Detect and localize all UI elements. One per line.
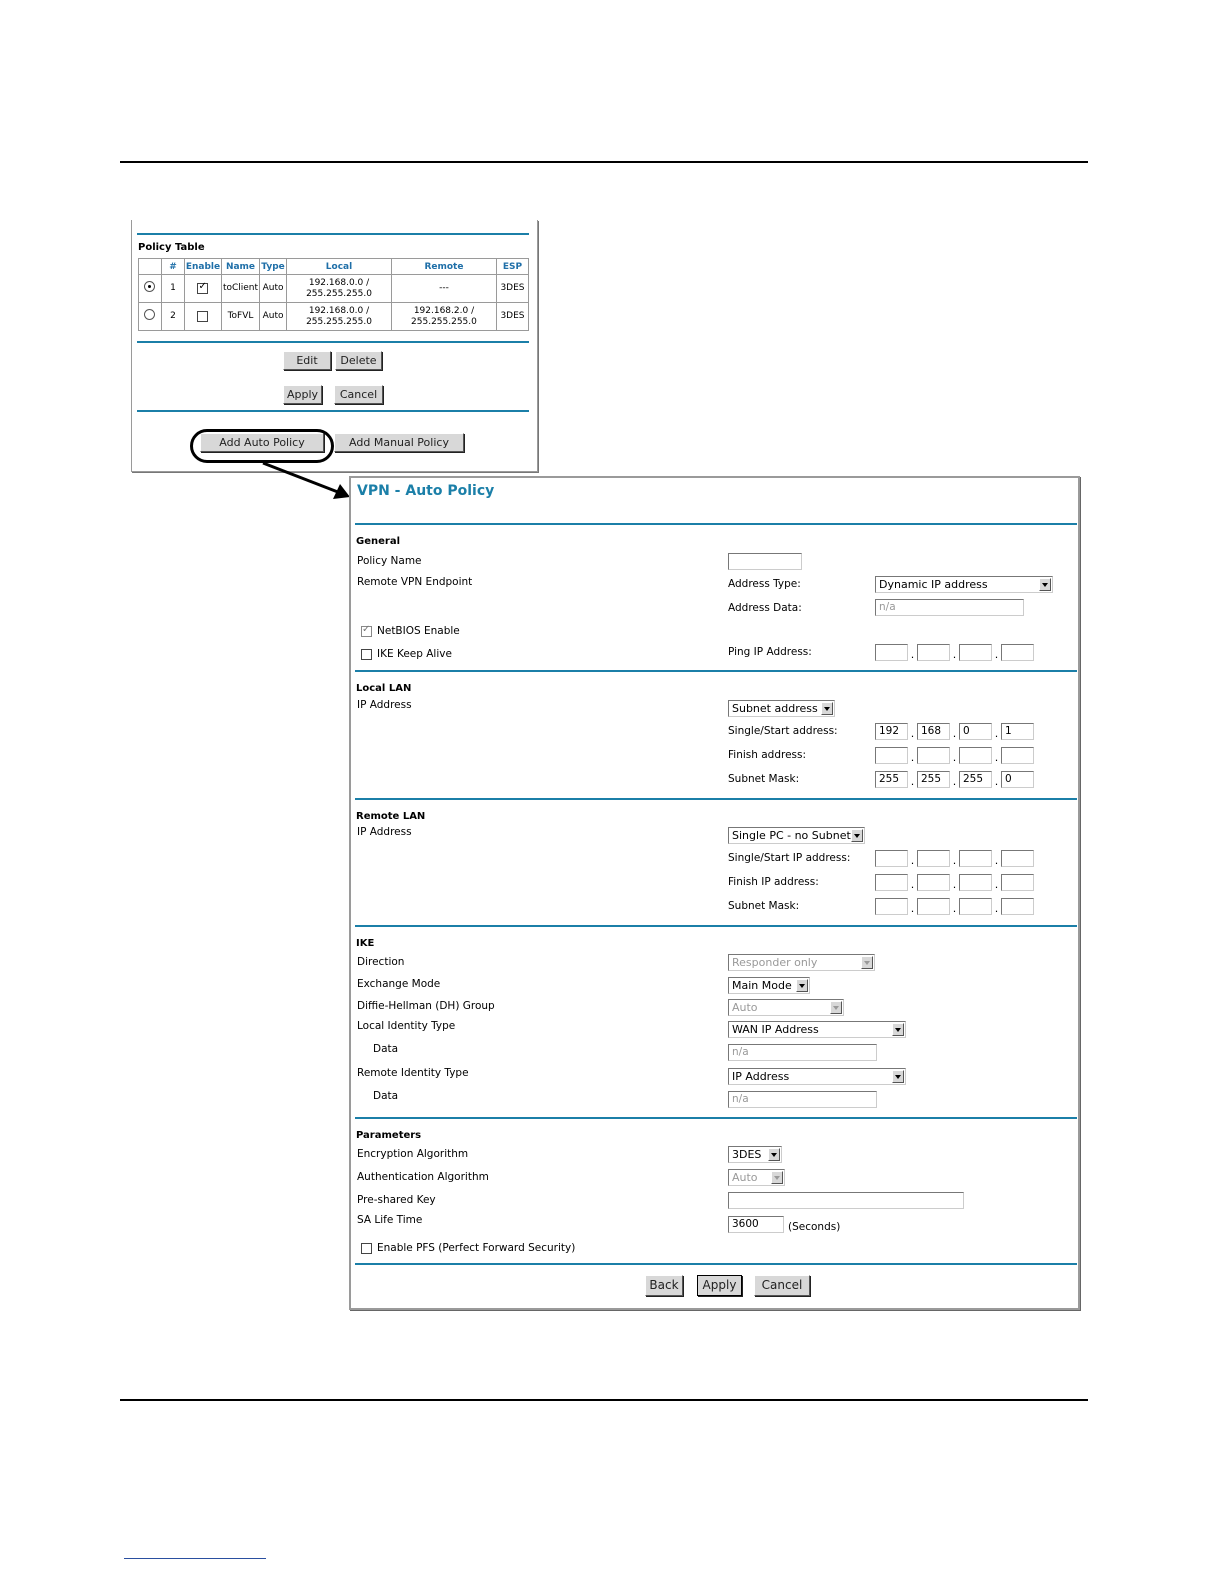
row-local-mask: 255.255.255.0	[306, 288, 372, 299]
exchange-mode-value: Main Mode	[732, 979, 792, 992]
ip-dot: .	[952, 854, 957, 867]
ip-dot: .	[994, 854, 999, 867]
ip-dot: .	[952, 775, 957, 788]
row-name: ToFVL	[221, 303, 259, 331]
encryption-value: 3DES	[732, 1148, 762, 1161]
ip-octet-1[interactable]	[875, 874, 908, 891]
netbios-label: NetBIOS Enable	[377, 625, 460, 637]
remote-start-ip-field	[875, 850, 1034, 867]
dh-group-select[interactable]	[728, 999, 844, 1016]
row-num: 1	[161, 275, 184, 303]
section-parameters: Parameters	[356, 1130, 422, 1141]
ip-octet-4[interactable]	[1001, 747, 1034, 764]
ip-octet-4[interactable]: 0	[1001, 771, 1034, 788]
row-local-mask: 255.255.255.0	[306, 316, 372, 327]
ip-dot: .	[994, 751, 999, 764]
divider	[355, 1263, 1077, 1265]
chevron-down-icon[interactable]	[892, 1070, 904, 1083]
exchange-mode-select[interactable]	[728, 977, 810, 994]
apply-button[interactable]: Apply	[283, 385, 322, 404]
local-address-type-value: Subnet address	[732, 702, 818, 715]
ip-octet-2[interactable]	[917, 874, 950, 891]
ip-octet-1[interactable]	[875, 898, 908, 915]
remote-address-type-select[interactable]	[728, 827, 865, 844]
row-type: Auto	[260, 303, 287, 331]
divider	[355, 1117, 1077, 1119]
psk-label: Pre-shared Key	[357, 1194, 436, 1206]
ip-dot: .	[952, 751, 957, 764]
ip-octet-3[interactable]: 0	[959, 723, 992, 740]
chevron-down-icon[interactable]	[892, 1023, 904, 1036]
local-data-label: Data	[373, 1043, 399, 1055]
local-finish-label: Finish address:	[728, 749, 807, 761]
local-ip-address-label: IP Address	[357, 699, 412, 711]
divider	[355, 670, 1077, 672]
ping-ip-field	[875, 644, 1034, 661]
row-local-ip: 192.168.0.0 /	[308, 277, 370, 288]
policy-name-label: Policy Name	[357, 555, 422, 567]
ip-octet-4[interactable]	[1001, 874, 1034, 891]
ip-dot: .	[994, 648, 999, 661]
ip-octet-3[interactable]	[959, 850, 992, 867]
ip-octet-2[interactable]: 168	[917, 723, 950, 740]
row-remote-ip: ---	[439, 283, 449, 293]
cancel-button[interactable]: Cancel	[334, 385, 383, 404]
footer-link-underline	[124, 1558, 266, 1559]
ip-dot: .	[910, 775, 915, 788]
delete-button[interactable]: Delete	[335, 351, 382, 370]
col-num: #	[161, 259, 184, 275]
address-data-input[interactable]: n/a	[875, 599, 1024, 616]
ip-octet-1[interactable]	[875, 747, 908, 764]
ip-octet-1[interactable]	[875, 644, 908, 661]
chevron-down-icon[interactable]	[830, 1001, 842, 1014]
cancel-button[interactable]: Cancel	[754, 1275, 810, 1296]
chevron-down-icon[interactable]	[821, 702, 833, 715]
section-general: General	[356, 536, 400, 547]
chevron-down-icon[interactable]	[796, 979, 808, 992]
local-start-label: Single/Start address:	[728, 725, 838, 737]
sa-lifetime-unit: (Seconds)	[788, 1221, 841, 1233]
col-name: Name	[221, 259, 259, 275]
authentication-value: Auto	[732, 1171, 758, 1184]
remote-endpoint-label: Remote VPN Endpoint	[357, 576, 473, 588]
ip-dot: .	[994, 902, 999, 915]
local-identity-label: Local Identity Type	[357, 1020, 456, 1032]
ip-octet-1[interactable]: 255	[875, 771, 908, 788]
local-identity-value: WAN IP Address	[732, 1023, 819, 1036]
local-identity-select[interactable]	[728, 1021, 906, 1038]
encryption-select[interactable]	[728, 1146, 782, 1163]
ping-ip-label: Ping IP Address:	[728, 646, 812, 658]
psk-input[interactable]	[728, 1192, 964, 1209]
sa-lifetime-input[interactable]: 3600	[728, 1216, 784, 1233]
remote-identity-select[interactable]	[728, 1068, 906, 1085]
ip-octet-1[interactable]: 192	[875, 723, 908, 740]
chevron-down-icon[interactable]	[851, 829, 863, 842]
row-name: toClient	[221, 275, 259, 303]
pfs-label: Enable PFS (Perfect Forward Security)	[377, 1242, 576, 1254]
ip-octet-1[interactable]	[875, 850, 908, 867]
edit-button[interactable]: Edit	[283, 351, 331, 370]
direction-label: Direction	[357, 956, 405, 968]
ip-octet-2[interactable]	[917, 747, 950, 764]
ip-octet-3[interactable]	[959, 898, 992, 915]
col-enable: Enable	[184, 259, 221, 275]
sa-lifetime-label: SA Life Time	[357, 1214, 423, 1226]
local-mask-label: Subnet Mask:	[728, 773, 800, 785]
direction-value: Responder only	[732, 956, 818, 969]
address-data-label: Address Data:	[728, 602, 802, 614]
divider	[355, 523, 1077, 525]
ike-keepalive-checkbox[interactable]	[361, 649, 372, 660]
ip-octet-4[interactable]	[1001, 644, 1034, 661]
policy-table-title: Policy Table	[138, 242, 205, 253]
remote-data-label: Data	[373, 1090, 399, 1102]
address-type-select[interactable]	[875, 576, 1053, 593]
row-remote-ip: 192.168.2.0 /	[413, 305, 475, 316]
ip-octet-3[interactable]	[959, 874, 992, 891]
col-remote: Remote	[391, 259, 496, 275]
ip-dot: .	[952, 878, 957, 891]
remote-start-label: Single/Start IP address:	[728, 852, 851, 864]
remote-ip-address-label: IP Address	[357, 826, 412, 838]
ip-octet-3[interactable]	[959, 747, 992, 764]
ip-dot: .	[994, 878, 999, 891]
remote-mask-label: Subnet Mask:	[728, 900, 800, 912]
divider	[355, 925, 1077, 927]
row-local-ip: 192.168.0.0 /	[308, 305, 370, 316]
ip-dot: .	[994, 775, 999, 788]
remote-data-input[interactable]: n/a	[728, 1091, 877, 1108]
chevron-down-icon[interactable]	[768, 1148, 780, 1161]
netbios-checkbox[interactable]	[361, 626, 372, 637]
ip-dot: .	[910, 727, 915, 740]
row-remote-mask: 255.255.255.0	[411, 316, 477, 327]
ip-dot: .	[910, 902, 915, 915]
row-esp: 3DES	[496, 303, 528, 331]
ip-octet-2[interactable]: 255	[917, 771, 950, 788]
add-manual-policy-button[interactable]: Add Manual Policy	[334, 433, 464, 452]
back-button[interactable]: Back	[645, 1275, 683, 1296]
address-type-label: Address Type:	[728, 578, 801, 590]
dh-group-value: Auto	[732, 1001, 758, 1014]
dh-group-label: Diffie-Hellman (DH) Group	[357, 1000, 495, 1012]
col-local: Local	[287, 259, 392, 275]
ip-dot: .	[910, 854, 915, 867]
policy-name-input[interactable]	[728, 553, 802, 570]
row-type: Auto	[260, 275, 287, 303]
remote-address-type-value: Single PC - no Subnet	[732, 829, 851, 842]
encryption-label: Encryption Algorithm	[357, 1148, 469, 1160]
ip-octet-2[interactable]	[917, 850, 950, 867]
remote-finish-ip-field	[875, 874, 1034, 891]
page-title: VPN - Auto Policy	[357, 483, 495, 499]
chevron-down-icon[interactable]	[1039, 578, 1051, 591]
vpn-auto-policy-panel	[349, 476, 1080, 1310]
ip-octet-3[interactable]: 255	[959, 771, 992, 788]
section-local-lan: Local LAN	[356, 683, 412, 694]
local-start-ip-field	[875, 723, 1034, 740]
apply-button[interactable]: Apply	[697, 1275, 742, 1296]
ip-dot: .	[910, 878, 915, 891]
ip-dot: .	[952, 902, 957, 915]
authentication-select[interactable]	[728, 1169, 785, 1186]
ip-dot: .	[952, 648, 957, 661]
remote-finish-label: Finish IP address:	[728, 876, 819, 888]
remote-identity-label: Remote Identity Type	[357, 1067, 469, 1079]
ip-octet-2[interactable]	[917, 898, 950, 915]
ike-keepalive-label: IKE Keep Alive	[377, 648, 452, 660]
remote-identity-value: IP Address	[732, 1070, 790, 1083]
local-mask-field	[875, 771, 1034, 788]
ip-dot: .	[994, 727, 999, 740]
row-esp: 3DES	[496, 275, 528, 303]
pfs-checkbox[interactable]	[361, 1243, 372, 1254]
ip-dot: .	[910, 648, 915, 661]
ip-dot: .	[910, 751, 915, 764]
ip-octet-4[interactable]: 1	[1001, 723, 1034, 740]
ip-octet-2[interactable]	[917, 644, 950, 661]
ip-octet-4[interactable]	[1001, 898, 1034, 915]
section-ike: IKE	[356, 938, 375, 949]
direction-select[interactable]	[728, 954, 875, 971]
ip-octet-4[interactable]	[1001, 850, 1034, 867]
col-esp: ESP	[496, 259, 528, 275]
ip-dot: .	[952, 727, 957, 740]
local-data-input[interactable]: n/a	[728, 1044, 877, 1061]
ip-octet-3[interactable]	[959, 644, 992, 661]
section-remote-lan: Remote LAN	[356, 811, 426, 822]
authentication-label: Authentication Algorithm	[357, 1171, 489, 1183]
row-num: 2	[161, 303, 184, 331]
exchange-mode-label: Exchange Mode	[357, 978, 441, 990]
add-auto-policy-button[interactable]: Add Auto Policy	[200, 433, 324, 452]
chevron-down-icon[interactable]	[861, 956, 873, 969]
address-type-value: Dynamic IP address	[879, 578, 988, 591]
divider	[355, 798, 1077, 800]
chevron-down-icon[interactable]	[771, 1171, 783, 1184]
remote-mask-field	[875, 898, 1034, 915]
local-address-type-select[interactable]	[728, 700, 835, 717]
col-type: Type	[260, 259, 287, 275]
local-finish-ip-field	[875, 747, 1034, 764]
